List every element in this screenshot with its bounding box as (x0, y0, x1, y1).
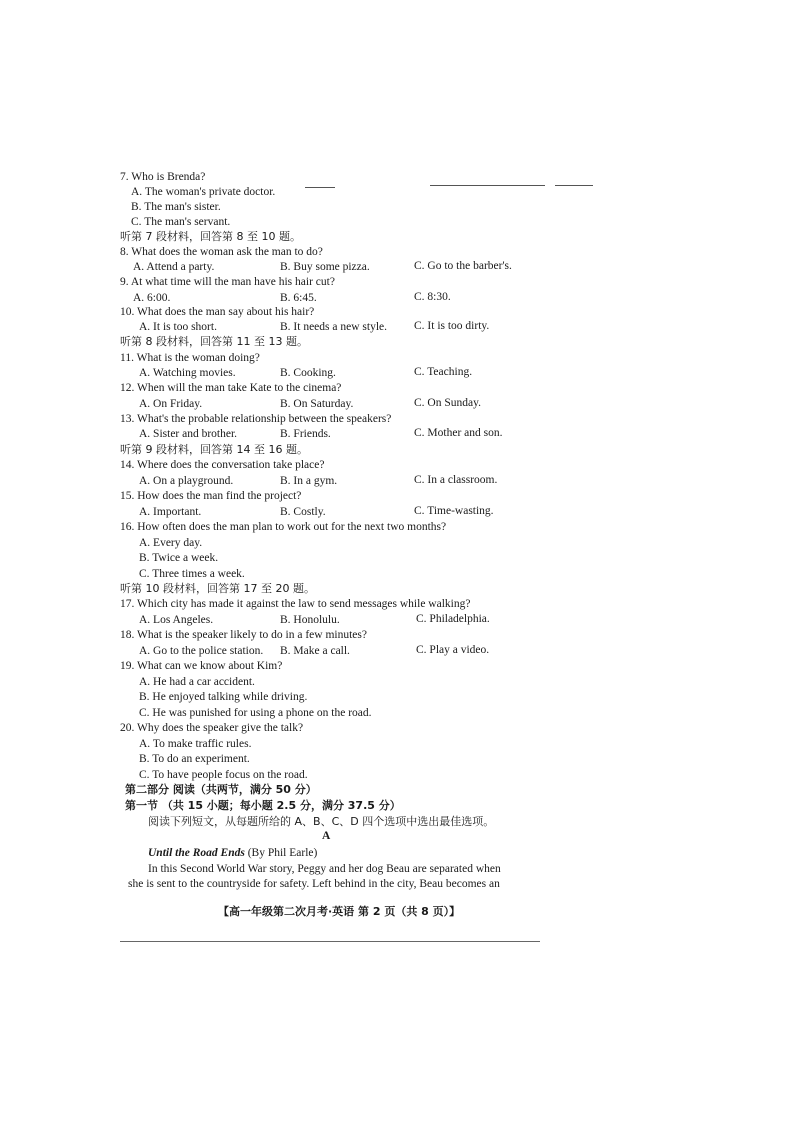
option: B. Friends. (280, 428, 331, 440)
option: B. On Saturday. (280, 398, 354, 410)
top-rule (305, 187, 335, 188)
question-10: 10. What does the man say about his hair? (120, 306, 315, 318)
option: A. Attend a party. (133, 261, 215, 273)
top-rule (430, 185, 545, 186)
question-20: 20. Why does the speaker give the talk? (120, 722, 304, 734)
option: C. Time-wasting. (414, 505, 494, 517)
option: B. Costly. (280, 506, 326, 518)
option: B. In a gym. (280, 475, 338, 487)
passage-author: (By Phil Earle) (244, 847, 318, 859)
option: A. Watching movies. (139, 367, 236, 379)
option: A. Sister and brother. (139, 428, 238, 440)
reading-instruction: 阅读下列短文，从每题所给的 A、B、C、D 四个选项中选出最佳选项。 (148, 815, 495, 828)
option: A. He had a car accident. (139, 676, 255, 688)
question-19: 19. What can we know about Kim? (120, 660, 283, 672)
passage-line: In this Second World War story, Peggy and her dog Beau are separated when (148, 863, 501, 875)
option: C. To have people focus on the road. (139, 769, 308, 781)
option: B. Twice a week. (139, 552, 219, 564)
option: C. He was punished for using a phone on the road. (139, 707, 372, 719)
option: B. Cooking. (280, 367, 336, 379)
section-instruction: 听第 8 段材料，回答第 11 至 13 题。 (120, 335, 308, 348)
question-14: 14. Where does the conversation take place? (120, 459, 325, 471)
top-rule (555, 185, 593, 186)
option: C. On Sunday. (414, 397, 481, 409)
option: C. It is too dirty. (414, 320, 490, 332)
option: C. In a classroom. (414, 474, 498, 486)
page-footer: 【高一年级第二次月考·英语 第 2 页（共 8 页）】 (218, 905, 461, 918)
question-9: 9. At what time will the man have his hair cut? (120, 276, 335, 288)
passage-title: Until the Road Ends (148, 847, 245, 859)
section-instruction: 听第 7 段材料，回答第 8 至 10 题。 (120, 230, 301, 243)
option: A. On Friday. (139, 398, 203, 410)
option: A. On a playground. (139, 475, 234, 487)
option: B. He enjoyed talking while driving. (139, 691, 308, 703)
option: B. It needs a new style. (280, 321, 387, 333)
option: C. Three times a week. (139, 568, 245, 580)
option: A. Go to the police station. (139, 645, 264, 657)
question-17: 17. Which city has made it against the law to send messages while walking? (120, 598, 471, 610)
part-heading: 第二部分 阅读（共两节，满分 50 分） (125, 783, 317, 796)
question-16: 16. How often does the man plan to work out for the next two months? (120, 521, 447, 533)
option: B. Honolulu. (280, 614, 340, 626)
option: A. 6:00. (133, 292, 171, 304)
option: B. The man's sister. (131, 201, 221, 213)
question-7: 7. Who is Brenda? (120, 171, 206, 183)
option: A. Los Angeles. (139, 614, 214, 626)
option: C. 8:30. (414, 291, 451, 303)
section-heading: 第一节 （共 15 小题；每小题 2.5 分，满分 37.5 分） (125, 799, 401, 812)
passage-label: A (322, 830, 331, 842)
option: A. Every day. (139, 537, 203, 549)
option: B. To do an experiment. (139, 753, 250, 765)
passage-title-line (148, 846, 317, 860)
question-8: 8. What does the woman ask the man to do? (120, 246, 323, 258)
option: B. 6:45. (280, 292, 317, 304)
option: C. Play a video. (416, 644, 490, 656)
option: C. Teaching. (414, 366, 473, 378)
option: C. Philadelphia. (416, 613, 490, 625)
option: C. The man's servant. (131, 216, 231, 228)
option: C. Mother and son. (414, 427, 503, 439)
section-instruction: 听第 10 段材料，回答第 17 至 20 题。 (120, 582, 315, 595)
question-11: 11. What is the woman doing? (120, 352, 260, 364)
section-instruction: 听第 9 段材料，回答第 14 至 16 题。 (120, 443, 308, 456)
option: A. It is too short. (139, 321, 217, 333)
option: B. Make a call. (280, 645, 350, 657)
passage-line: she is sent to the countryside for safety. Left behind in the city, Beau becomes an (128, 878, 500, 890)
option: B. Buy some pizza. (280, 261, 370, 273)
question-12: 12. When will the man take Kate to the cinema? (120, 382, 342, 394)
option: C. Go to the barber's. (414, 260, 512, 272)
question-15: 15. How does the man find the project? (120, 490, 302, 502)
option: A. The woman's private doctor. (131, 186, 276, 198)
option: A. To make traffic rules. (139, 738, 252, 750)
option: A. Important. (139, 506, 202, 518)
bottom-rule (120, 941, 540, 942)
question-13: 13. What's the probable relationship between the speakers? (120, 413, 392, 425)
question-18: 18. What is the speaker likely to do in a few minutes? (120, 629, 367, 641)
